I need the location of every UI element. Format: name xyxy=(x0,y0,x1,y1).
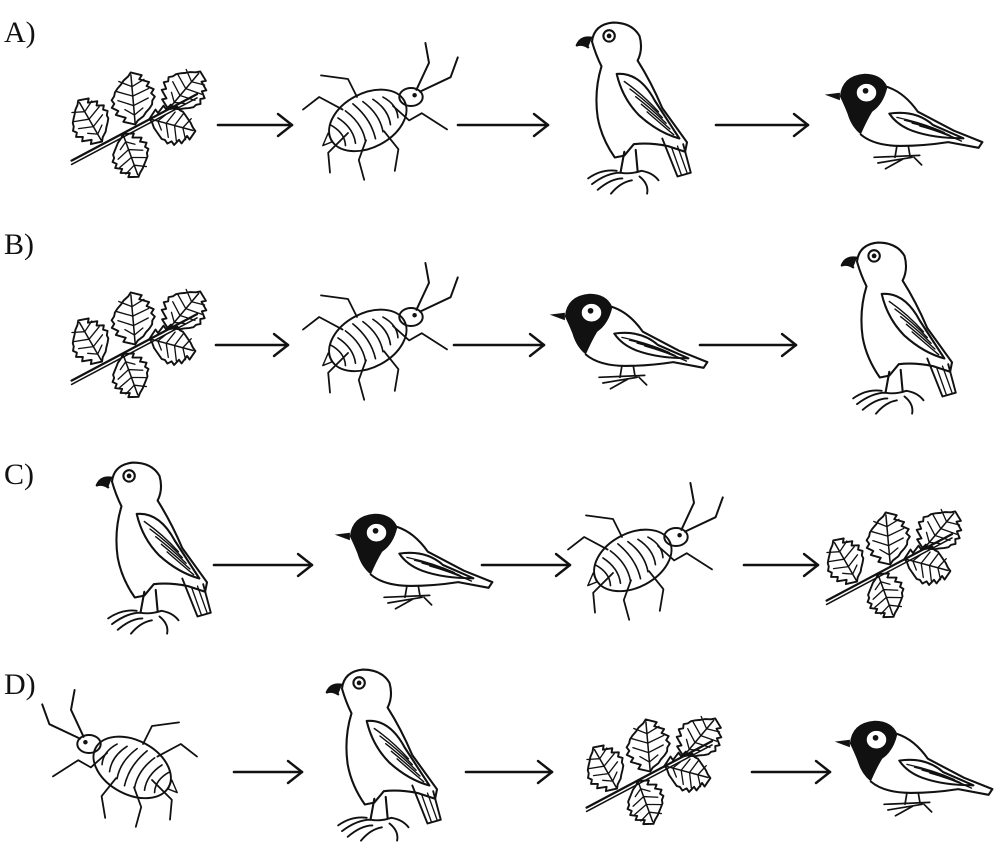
arrow-right-icon xyxy=(458,114,548,136)
arrow-right-icon xyxy=(482,554,570,576)
arrow-right-icon xyxy=(700,334,796,356)
arrow-right-icon xyxy=(744,554,818,576)
hawk-icon xyxy=(327,670,441,841)
tit-bird-icon xyxy=(835,721,993,816)
leaf-icon xyxy=(61,58,217,184)
leaf-icon xyxy=(576,705,732,831)
arrow-right-icon xyxy=(218,114,292,136)
option-c-label: C) xyxy=(4,458,34,491)
leaf-icon xyxy=(61,278,217,404)
tit-bird-icon xyxy=(550,294,708,389)
arrow-right-icon xyxy=(752,761,830,783)
option-a-label: A) xyxy=(4,16,36,49)
tit-bird-icon xyxy=(825,74,983,169)
hawk-icon xyxy=(577,23,691,194)
hawk-icon xyxy=(842,243,956,414)
hawk-icon xyxy=(97,463,211,634)
aphid-icon xyxy=(303,263,458,400)
option-b-label: B) xyxy=(4,228,34,261)
option-d-label: D) xyxy=(4,668,36,701)
arrow-right-icon xyxy=(454,334,544,356)
aphid-icon xyxy=(42,690,197,827)
arrow-right-icon xyxy=(716,114,808,136)
arrow-right-icon xyxy=(216,334,288,356)
arrow-right-icon xyxy=(214,554,312,576)
aphid-icon xyxy=(568,483,723,620)
leaf-icon xyxy=(816,498,972,624)
tit-bird-icon xyxy=(335,514,493,609)
arrow-right-icon xyxy=(466,761,552,783)
arrow-right-icon xyxy=(234,761,302,783)
aphid-icon xyxy=(303,43,458,180)
